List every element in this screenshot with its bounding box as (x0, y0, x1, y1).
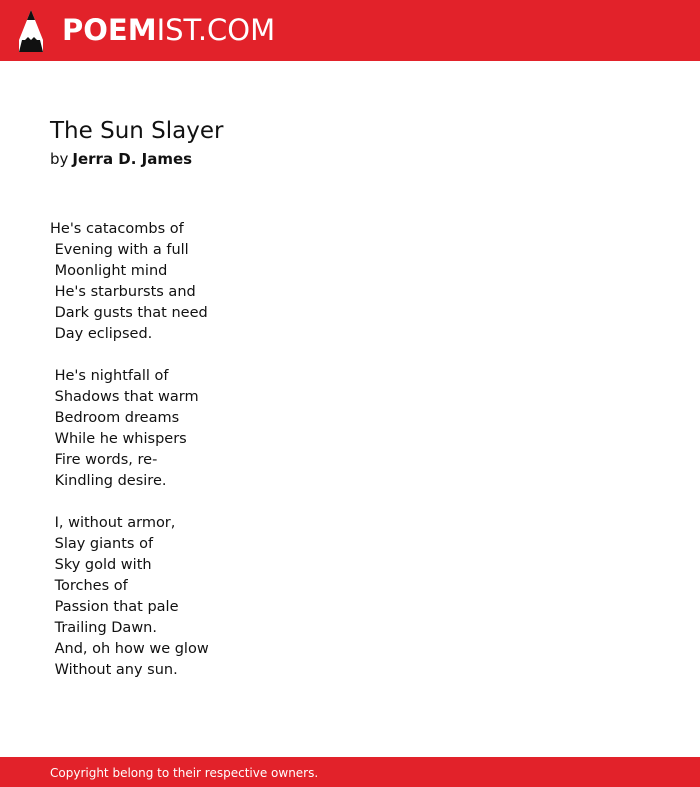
logo-light-text: IST.COM (156, 13, 276, 47)
poem-line: While he whispers (50, 431, 187, 447)
poem-line: He's catacombs of (50, 221, 184, 237)
poem-line: Dark gusts that need (50, 305, 208, 321)
poem-line: Passion that pale (50, 599, 179, 615)
poem-line: Bedroom dreams (50, 410, 180, 426)
pencil-tip-icon[interactable] (19, 10, 43, 52)
poem-title: The Sun Slayer (50, 118, 224, 144)
site-footer (0, 757, 700, 787)
poem-line: Sky gold with (50, 557, 152, 573)
poem-line: Day eclipsed. (50, 326, 153, 342)
poem-line: He's starbursts and (50, 284, 196, 300)
poem-line: Evening with a full (50, 242, 189, 258)
poem-line (50, 345, 650, 366)
poem-line: And, oh how we glow (50, 641, 209, 657)
poem-author: Jerra D. James (72, 150, 193, 168)
poem-line: Torches of (50, 578, 128, 594)
by-label: by (50, 150, 69, 168)
poem-line: Moonlight mind (50, 263, 168, 279)
site-logo[interactable] (62, 10, 275, 50)
poem-byline (50, 148, 192, 170)
poem-line: Kindling desire. (50, 473, 167, 489)
copyright-text: Copyright belong to their respective owners. (50, 766, 319, 780)
poem-line (50, 492, 650, 513)
poem-line: He's nightfall of (50, 368, 169, 384)
poem-line: Fire words, re- (50, 452, 158, 468)
poem-line: Without any sun. (50, 662, 178, 678)
site-header (0, 0, 700, 61)
poem-line: Trailing Dawn. (50, 620, 157, 636)
poem-body (50, 219, 650, 681)
poem-line: Shadows that warm (50, 389, 199, 405)
poem-line: I, without armor, (50, 515, 176, 531)
poem-line: Slay giants of (50, 536, 154, 552)
logo-bold-text: POEM (62, 13, 157, 47)
